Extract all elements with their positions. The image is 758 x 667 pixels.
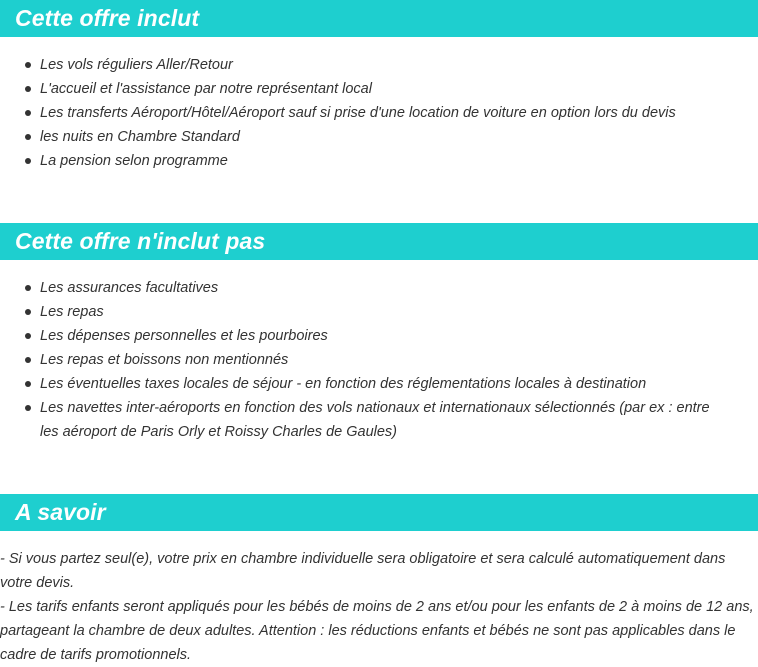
bullet-icon	[25, 158, 31, 164]
list-item	[0, 372, 758, 396]
bullet-icon	[25, 285, 31, 291]
bullet-icon	[25, 110, 31, 116]
list-item	[0, 125, 758, 149]
list-item	[0, 276, 758, 300]
bullet-icon	[25, 86, 31, 92]
excludes-title: Cette offre n'inclut pas	[15, 228, 266, 254]
bullet-icon	[25, 357, 31, 363]
excludes-header	[0, 223, 758, 260]
list-item	[0, 101, 758, 125]
includes-title: Cette offre inclut	[15, 5, 200, 31]
list-item-text: Les dépenses personnelles et les pourboires	[40, 328, 328, 344]
bullet-icon	[25, 62, 31, 68]
list-item	[0, 324, 758, 348]
bullet-icon	[25, 405, 31, 411]
bullet-icon	[25, 309, 31, 315]
list-item-text: Les éventuelles taxes locales de séjour - en fonction des réglementations locales à destination	[40, 376, 647, 392]
info-paragraph: - Si vous partez seul(e), votre prix en chambre individuelle sera obligatoire et sera calculé automatiquement dans votre devis.	[0, 551, 726, 591]
includes-list	[0, 53, 758, 173]
bullet-icon	[25, 381, 31, 387]
includes-header	[0, 0, 758, 37]
list-item-text: L'accueil et l'assistance par notre représentant local	[40, 81, 372, 97]
info-body	[0, 547, 758, 667]
list-item	[0, 396, 758, 444]
info-header	[0, 494, 758, 531]
list-item	[0, 300, 758, 324]
list-item	[0, 53, 758, 77]
list-item-text: Les navettes inter-aéroports en fonction des vols nationaux et internationaux sélectionnés (par ex : entre les aéroport de Paris Orly et Roissy Charles de Gaules)	[40, 400, 710, 440]
bullet-icon	[25, 333, 31, 339]
list-item-text: La pension selon programme	[40, 153, 228, 169]
list-item-text: Les vols réguliers Aller/Retour	[40, 57, 233, 73]
excludes-list	[0, 276, 758, 444]
info-paragraph: - Les tarifs enfants seront appliqués pour les bébés de moins de 2 ans et/ou pour les enfants de 2 à moins de 12 ans, partageant la chambre de deux adultes. Attention : les réductions enfants et bébés ne sont pas applicables dans le cadre de tarifs promotionnels.	[0, 599, 754, 663]
list-item-text: Les repas	[40, 304, 104, 320]
list-item-text: Les repas et boissons non mentionnés	[40, 352, 289, 368]
list-item	[0, 77, 758, 101]
list-item-text: Les assurances facultatives	[40, 280, 219, 296]
list-item-text: Les transferts Aéroport/Hôtel/Aéroport sauf si prise d'une location de voiture en option lors du devis	[40, 105, 676, 121]
list-item	[0, 348, 758, 372]
info-title: A savoir	[15, 499, 106, 525]
bullet-icon	[25, 134, 31, 140]
list-item-text: les nuits en Chambre Standard	[40, 129, 240, 145]
list-item	[0, 149, 758, 173]
